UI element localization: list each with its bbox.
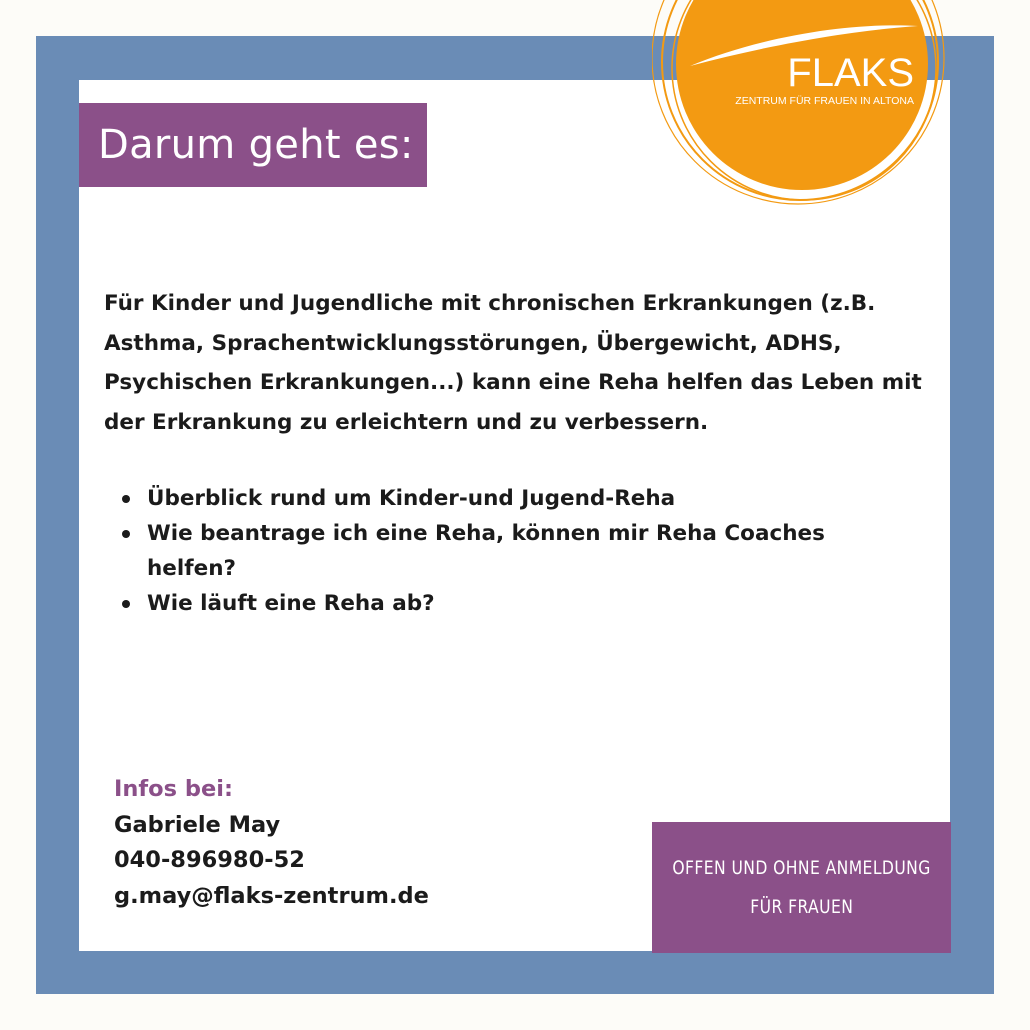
open-badge [652, 822, 951, 953]
contact-email[interactable]: g.may@flaks-zentrum.de [114, 882, 429, 909]
list-item: Wie läuft eine Reha ab? [104, 586, 864, 621]
logo-name: FLAKS [787, 51, 914, 95]
logo-subtitle: ZENTRUM FÜR FRAUEN IN ALTONA [735, 95, 914, 107]
contact-name: Gabriele May [114, 811, 281, 838]
page-title: Darum geht es: [98, 122, 414, 168]
badge-line-1: OFFEN UND OHNE ANMELDUNG [672, 856, 931, 879]
contact-label: Infos bei: [114, 776, 233, 802]
heading-banner [79, 103, 427, 187]
topic-list [104, 481, 864, 621]
contact-phone[interactable]: 040-896980-52 [114, 847, 305, 873]
intro-paragraph: Für Kinder und Jugendliche mit chronischen Erkrankungen (z.B. Asthma, Sprachentwicklungsstörungen, Übergewicht, ADHS, Psychischen Erkrankungen...) kann eine Reha helfen das Leben mit der Erkrankung zu erleichtern und zu verbessern. [104, 291, 922, 435]
list-item: Überblick rund um Kinder-und Jugend-Reha [104, 481, 864, 516]
contact-block [114, 772, 534, 914]
flaks-logo [652, 0, 964, 210]
list-item: Wie beantrage ich eine Reha, können mir Reha Coaches helfen? [104, 516, 864, 586]
badge-line-2: FÜR FRAUEN [750, 895, 853, 918]
